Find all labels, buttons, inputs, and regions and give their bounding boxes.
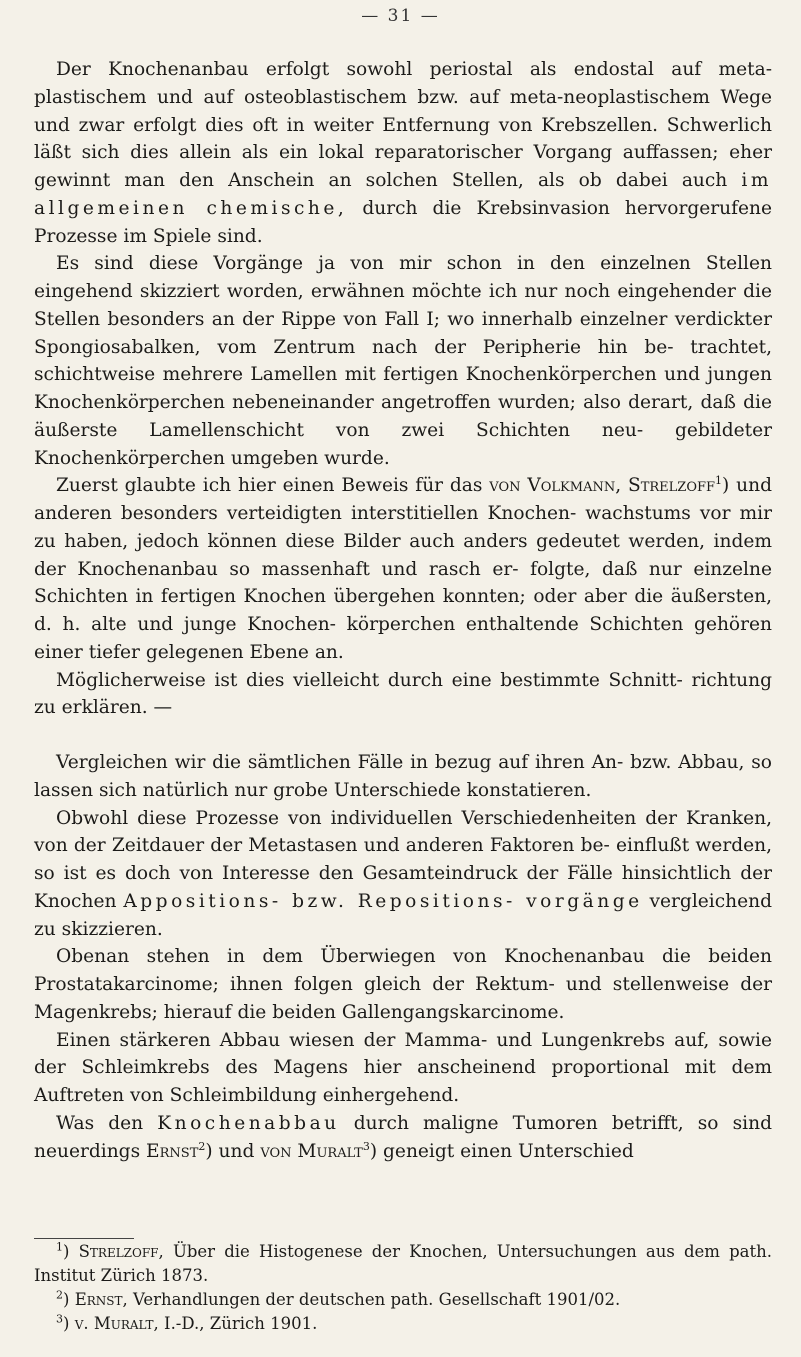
footnote-mark: 1 [56,1240,63,1254]
footnote-text: I.-D., Zürich 1901. [164,1314,318,1333]
paragraph-3-text: Zuerst glaubte ich hier einen Beweis für das [56,475,483,497]
paragraph-6-text: Obwohl diese Prozesse von individuellen Verschiedenheiten der Kranken, von der Zeitdauer der Metastasen und anderen Faktoren be- einflußt werden, so ist es doch von Interesse den Gesamteindruck der Fälle hinsichtlich der Knochen [34,807,772,912]
footnote-mark: 3 [56,1312,63,1326]
paragraph-1 [34,56,772,250]
footnote-divider [34,1238,134,1239]
page-number: — 31 — [361,6,440,26]
paragraph-3: Zuerst glaubte ich hier einen Beweis für das von Volkmann, Strelzoff$^1$) und anderen besonders verteidigten interstitiellen Knochen- wachstums vor mir zu haben, jedoch können diese Bilder auch anders gedeutet werden, indem der Knochenanbau so massenhaft und rasch er- folgte, daß nur einzelne Schichten in fertigen Knochen übergehen konnten; oder aber die äußersten, d. h. alte und junge Knochen- körperchen enthaltende Schichten gehören einer tiefer gelegenen Ebene an. [34,474,772,663]
paragraph-5: Vergleichen wir die sämtlichen Fälle in bezug auf ihren An- bzw. Abbau, so lassen sich natürlich nur grobe Unterschiede konstatieren. [34,752,772,801]
paragraph-1-text: Der Knochenanbau erfolgt sowohl periostal als endostal auf meta- plastischem und auf osteoblastischem bzw. auf meta-neoplastischem Wege und zwar erfolgt dies oft in weiter Entfernung von Krebszellen. Schwerlich läßt sich dies allein als ein lokal reparatorischer Vorgang auffassen; eher gewinnt man den Anschein an solchen Stellen, als ob dabei auch [34,59,772,191]
paragraph-8: Einen stärkeren Abbau wiesen der Mamma- und Lungenkrebs auf, sowie der Schleimkrebs des Magens hier anscheinend proportional mit dem Auftreten von Schleimbildung einhergehend. [34,1029,772,1106]
author-citation: Ernst [146,1140,199,1162]
paragraph-7: Obenan stehen in dem Überwiegen von Knochenanbau die beiden Prostatakarcinome; ihnen folgen gleich der Rektum- und stellenweise der Magenkrebs; hierauf die beiden Gallengangskarcinome. [34,946,772,1023]
paragraph-2: Es sind diese Vorgänge ja von mir schon in den einzelnen Stellen eingehend skizziert worden, erwähnen möchte ich nur noch eingehender die Stellen besonders an der Rippe von Fall I; wo innerhalb einzelner verdickter Spongiosabalken, vom Zentrum nach der Peripherie hin be- trachtet, schichtweise mehrere Lamellen mit fertigen Knochenkörperchen und jungen Knochenkörperchen nebeneinander angetroffen wurden; also derart, daß die äußerste Lamellenschicht von zwei Schichten neu- gebildeter Knochenkörperchen umgeben wurde. [34,253,772,469]
paragraph-4: Möglicherweise ist dies vielleicht durch eine bestimmte Schnitt- richtung zu erklären. — [34,669,772,719]
body-text [34,56,772,1165]
spaced-emphasis: Appositions- bzw. Repositions- vorgänge [123,890,643,912]
footnote-ref-1: 1 [715,474,723,488]
footnote-text: Verhandlungen der deutschen path. Gesellschaft 1901/02. [133,1290,621,1309]
paragraph-9-mid: durch maligne Tumoren betrifft, so [353,1112,719,1134]
author-citation: von Muralt [260,1140,363,1162]
conjunction: und [218,1140,255,1162]
footnote-1: $^1$) Strelzoff, Über die Histogenese der Knochen, Untersuchungen aus dem path. Institut Zürich 1873. [34,1240,773,1285]
footnote-author: Ernst, [74,1290,128,1309]
footnote-3: $^3$) v. Muralt, I.-D., Zürich 1901. [56,1312,318,1333]
paragraph-6-tail: vergleichend zu skizzieren. [34,890,772,940]
footnotes [34,1240,772,1336]
footnote-ref-3: 3 [362,1139,370,1153]
footnote-2: $^2$) Ernst, Verhandlungen der deutschen path. Gesellschaft 1901/02. [56,1288,621,1309]
footnote-author: Strelzoff, [78,1242,164,1261]
spaced-emphasis: im allgemeinen chemische, [34,170,772,219]
footnote-mark: 2 [56,1288,63,1302]
paragraph-3-tail: und anderen besonders verteidigten interstitiellen Knochen- wachstums vor mir zu haben, jedoch können diese Bilder auch anders gedeutet werden, indem der Knochenanbau so massenhaft und rasch er- folgte, daß nur einzelne Schichten in fertigen Knochen übergehen konnten; oder aber die äußersten, d. h. alte und junge Knochen- körperchen enthaltende Schichten gehören einer tiefer gelegenen Ebene an. [34,475,772,663]
paragraph-9-text: Was den [56,1112,144,1134]
spaced-emphasis: Knochenabbau [157,1112,340,1134]
paragraph-1-tail: durch die Krebsinvasion hervorgerufene Prozesse im Spiele sind. [34,197,772,247]
paragraph-10-text: sind neuerdings [34,1112,772,1162]
footnote-ref-2: 2 [198,1139,206,1153]
footnote-author: v. Muralt, [74,1314,159,1333]
paragraph-6 [34,805,772,944]
footnote-text: Über die Histogenese der Knochen, Untersuchungen aus dem path. Institut Zürich 1873. [34,1242,773,1285]
author-citation: von Volkmann, Strelzoff [489,475,716,497]
paragraph-9: Was den Knochenabbau durch maligne Tumoren betrifft, so sind neuerdings Ernst$^2$) und von Muralt$^3$) geneigt einen Unterschied [34,1112,772,1162]
paragraph-10-tail: geneigt einen Unterschied [383,1140,634,1162]
